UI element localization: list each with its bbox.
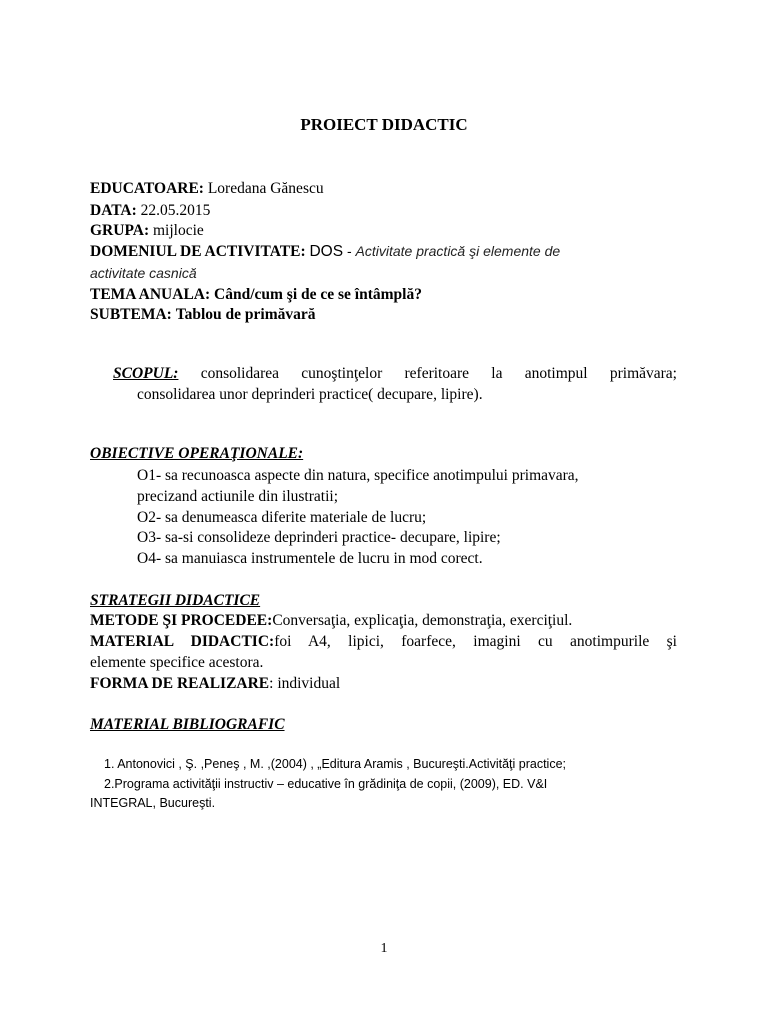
- forma-line: [90, 675, 340, 693]
- domeniul-description: Activitate practică şi elemente de: [355, 243, 561, 259]
- tema-line: [90, 286, 422, 304]
- objective-o1-cont: precizand actiunile din ilustratii;: [137, 488, 339, 505]
- forma-value: : individual: [269, 675, 341, 692]
- educatoare-value: Loredana Gănescu: [207, 180, 324, 197]
- objective-o3: O3- sa-si consolideze deprinderi practice- decupare, lipire;: [137, 529, 501, 546]
- educatoare-line: [90, 180, 324, 198]
- grupa-label: GRUPA:: [90, 222, 150, 239]
- strategii-heading: STRATEGII DIDACTICE: [90, 592, 261, 609]
- grupa-line: [90, 222, 204, 240]
- domeniul-line: [90, 243, 560, 261]
- domeniul-label: DOMENIUL DE ACTIVITATE:: [90, 243, 306, 260]
- metode-value: Conversaţia, explicaţia, demonstraţia, exerciţiul.: [272, 612, 573, 629]
- data-value: 22.05.2015: [140, 202, 211, 219]
- bibliography-item-1: 1. Antonovici , Ş. ,Peneş , M. ,(2004) , „Editura Aramis , Bucureşti.Activităţi practice;: [104, 757, 566, 771]
- data-line: [90, 202, 210, 220]
- objective-o1: O1- sa recunoasca aspecte din natura, specifice anotimpului primavara,: [137, 467, 579, 484]
- metode-line: [90, 612, 572, 630]
- educatoare-label: EDUCATOARE:: [90, 180, 204, 197]
- subtema-label: SUBTEMA:: [90, 306, 172, 323]
- data-label: DATA:: [90, 202, 137, 219]
- obiective-heading: OBIECTIVE OPERAŢIONALE:: [90, 445, 304, 462]
- bibliography-item-2: 2.Programa activităţii instructiv – educative în grădiniţa de copii, (2009), ED. V&I: [104, 777, 548, 791]
- material-value-cont: elemente specifice acestora.: [90, 654, 264, 671]
- domeniul-description-cont: activitate casnică: [90, 265, 197, 281]
- scopul-text-cont: consolidarea unor deprinderi practice( decupare, lipire).: [137, 386, 483, 403]
- subtema-line: [90, 306, 316, 324]
- page-number: 1: [380, 941, 388, 956]
- grupa-value: mijlocie: [153, 222, 204, 239]
- objective-o4: O4- sa manuiasca instrumentele de lucru in mod corect.: [137, 550, 483, 567]
- material-label: MATERIAL DIDACTIC:: [90, 633, 275, 650]
- page-title: PROIECT DIDACTIC: [300, 115, 468, 134]
- scopul-label: SCOPUL:: [113, 365, 179, 382]
- scopul-text: consolidarea cunoştinţelor referitoare la anotimpul primăvara;: [200, 365, 677, 382]
- domeniul-code: DOS: [309, 243, 344, 260]
- objective-o2: O2- sa denumeasca diferite materiale de lucru;: [137, 509, 427, 526]
- tema-value: Când/cum şi de ce se întâmplă?: [214, 286, 422, 303]
- bibliography-item-2-cont: INTEGRAL, Bucureşti.: [90, 796, 216, 810]
- metode-label: METODE ŞI PROCEDEE:: [90, 612, 273, 629]
- bibliografie-heading: MATERIAL BIBLIOGRAFIC: [90, 716, 285, 733]
- material-line: [90, 633, 677, 651]
- tema-label: TEMA ANUALA:: [90, 286, 211, 303]
- subtema-value: Tablou de primăvară: [175, 306, 316, 323]
- material-value: foi A4, lipici, foarfece, imagini cu anotimpurile şi: [274, 633, 677, 650]
- scopul-paragraph: [113, 365, 677, 383]
- domeniul-separator: -: [346, 243, 352, 259]
- forma-label: FORMA DE REALIZARE: [90, 675, 270, 692]
